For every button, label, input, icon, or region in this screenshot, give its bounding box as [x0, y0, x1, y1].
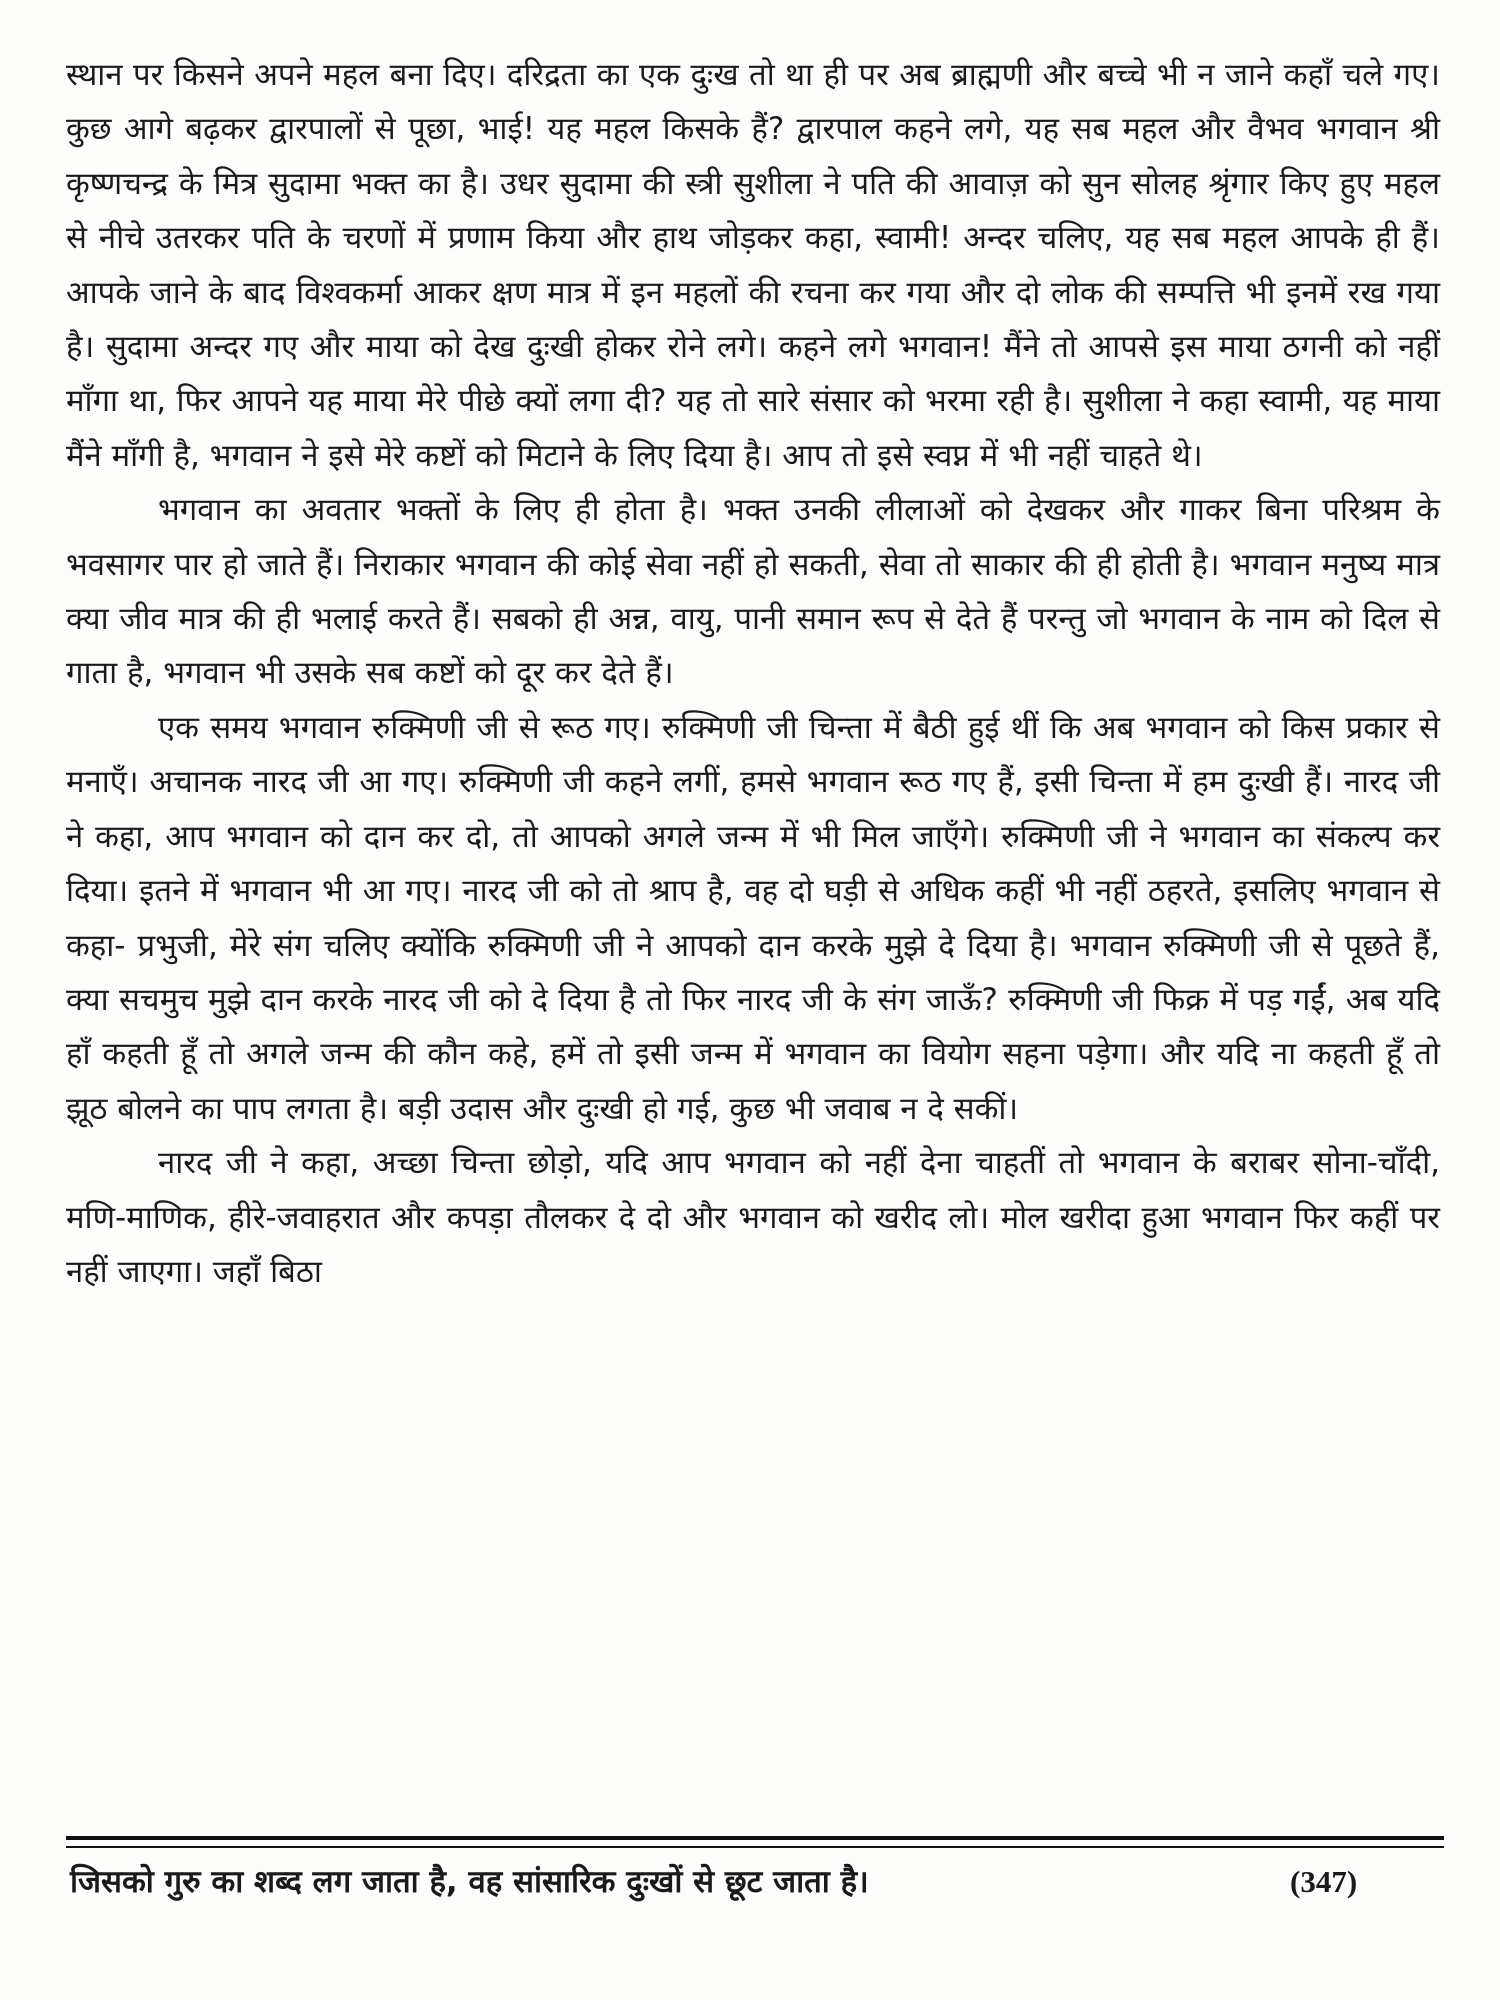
paragraph-narad-advice: नारद जी ने कहा, अच्छा चिन्ता छोड़ो, यदि आप भगवान को नहीं देना चाहतीं तो भगवान के बराबर सोना-चाँदी, मणि-माणिक, हीरे-जवाहरात और कपड़ा तौलकर दे दो और भगवान को खरीद लो। मोल खरीदा हुआ भगवान फिर कहीं पर नहीं जाएगा। जहाँ बिठा — [66, 1145, 1440, 1290]
page-number: (347) — [1290, 1864, 1358, 1899]
page-body — [66, 48, 1440, 1299]
footer-divider-thin — [66, 1846, 1444, 1848]
paragraph-sudama-palace: स्थान पर किसने अपने महल बना दिए। दरिद्रता का एक दुःख तो था ही पर अब ब्राह्मणी और बच्चे भी न जाने कहाँ चले गए। कुछ आगे बढ़कर द्वारपालों से पूछा, भाई! यह महल किसके हैं? द्वारपाल कहने लगे, यह सब महल और वैभव भगवान श्री कृष्णचन्द्र के मित्र सुदामा भक्त का है। उधर सुदामा की स्त्री सुशीला ने पति की आवाज़ को सुन सोलह श्रृंगार किए हुए महल से नीचे उतरकर पति के चरणों में प्रणाम किया और हाथ जोड़कर कहा, स्वामी! अन्दर चलिए, यह सब महल आपके ही हैं। आपके जाने के बाद विश्वकर्मा आकर क्षण मात्र में इन महलों की रचना कर गया और दो लोक की सम्पत्ति भी इनमें रख गया है। सुदामा अन्दर गए और माया को देख दुःखी होकर रोने लगे। कहने लगे भगवान! मैंने तो आपसे इस माया ठगनी को नहीं माँगा था, फिर आपने यह माया मेरे पीछे क्यों लगा दी? यह तो सारे संसार को भरमा रही है। सुशीला ने कहा स्वामी, यह माया मैंने माँगी है, भगवान ने इसे मेरे कष्टों को मिटाने के लिए दिया है। आप तो इसे स्वप्न में भी नहीं चाहते थे। — [66, 57, 1440, 474]
footer-quote: जिसको गुरु का शब्द लग जाता है, वह सांसारिक दुःखों से छूट जाता है। — [70, 1864, 869, 1900]
paragraph-rukmini-narad: एक समय भगवान रुक्मिणी जी से रूठ गए। रुक्मिणी जी चिन्ता में बैठी हुई थीं कि अब भगवान को किस प्रकार से मनाएँ। अचानक नारद जी आ गए। रुक्मिणी जी कहने लगीं, हमसे भगवान रूठ गए हैं, इसी चिन्ता में हम दुःखी हैं। नारद जी ने कहा, आप भगवान को दान कर दो, तो आपको अगले जन्म में भी मिल जाएँगे। रुक्मिणी जी ने भगवान का संकल्प कर दिया। इतने में भगवान भी आ गए। नारद जी को तो श्राप है, वह दो घड़ी से अधिक कहीं भी नहीं ठहरते, इसलिए भगवान से कहा- प्रभुजी, मेरे संग चलिए क्योंकि रुक्मिणी जी ने आपको दान करके मुझे दे दिया है। भगवान रुक्मिणी जी से पूछते हैं, क्या सचमुच मुझे दान करके नारद जी को दे दिया है तो फिर नारद जी के संग जाऊँ? रुक्मिणी जी फिक्र में पड़ गईं, अब यदि हाँ कहती हूँ तो अगले जन्म की कौन कहे, हमें तो इसी जन्म में भगवान का वियोग सहना पड़ेगा। और यदि ना कहती हूँ तो झूठ बोलने का पाप लगता है। बड़ी उदास और दुःखी हो गई, कुछ भी जवाब न दे सकीं। — [66, 709, 1440, 1127]
paragraph-bhagwan-avatar: भगवान का अवतार भक्तों के लिए ही होता है। भक्त उनकी लीलाओं को देखकर और गाकर बिना परिश्रम के भवसागर पार हो जाते हैं। निराकार भगवान की कोई सेवा नहीं हो सकती, सेवा तो साकार की ही होती है। भगवान मनुष्य मात्र क्या जीव मात्र की ही भलाई करते हैं। सबको ही अन्न, वायु, पानी समान रूप से देते हैं परन्तु जो भगवान के नाम को दिल से गाता है, भगवान भी उसके सब कष्टों को दूर कर देते हैं। — [66, 492, 1440, 692]
footer-divider-thick — [66, 1836, 1444, 1840]
